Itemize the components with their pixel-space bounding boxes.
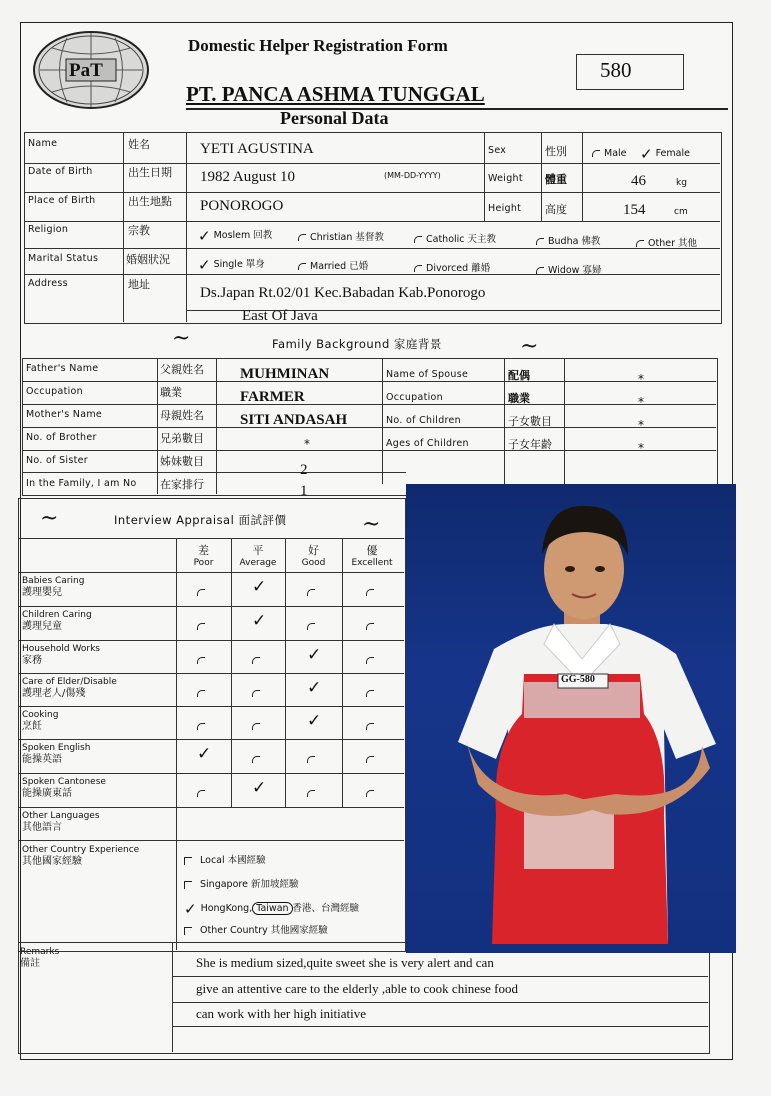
- weight-cn-label: 體重: [545, 173, 567, 186]
- height-unit: cm: [674, 207, 688, 217]
- photo-badge-text: GG-580: [561, 674, 595, 685]
- rating-mark-checked[interactable]: ✓: [307, 678, 322, 698]
- brother-cn-label: 兄弟數目: [160, 432, 204, 445]
- pob-label: Place of Birth: [28, 195, 96, 206]
- remarks-label: Remarks 備註: [20, 947, 60, 969]
- rating-mark-empty[interactable]: [307, 582, 319, 601]
- ages-value: *: [638, 441, 644, 455]
- dob-label: Date of Birth: [28, 166, 93, 177]
- children-value: *: [638, 418, 644, 432]
- sex-female-option[interactable]: ✓ Female: [640, 144, 690, 163]
- weight-unit: kg: [676, 178, 687, 188]
- rating-mark-empty[interactable]: [197, 783, 209, 802]
- sex-cn-label: 性別: [545, 145, 567, 158]
- name-cn-label: 姓名: [128, 138, 150, 151]
- religion-option-catholic[interactable]: Catholic 天主教: [414, 231, 496, 245]
- remarks-line-3: can work with her high initiative: [196, 1006, 367, 1021]
- religion-option-budha[interactable]: Budha 佛教: [536, 233, 600, 247]
- marital-option-divorced[interactable]: Divorced 離婚: [414, 260, 490, 274]
- rating-mark-empty[interactable]: [307, 749, 319, 768]
- religion-label: Religion: [28, 224, 69, 235]
- father-label: Father's Name: [26, 363, 99, 374]
- name-label: Name: [28, 138, 58, 149]
- rating-mark-empty[interactable]: [307, 783, 319, 802]
- experience-option-singapore[interactable]: Singapore 新加坡經驗: [184, 876, 298, 890]
- appraisal-row-label: Household Works 家務: [22, 644, 100, 666]
- remarks-line-2: give an attentive care to the elderly ,able to cook chinese food: [196, 981, 518, 996]
- rating-mark-empty[interactable]: [366, 749, 378, 768]
- experience-option-local[interactable]: Local 本國經驗: [184, 852, 266, 866]
- address-label: Address: [28, 278, 68, 289]
- height-cn-label: 高度: [545, 203, 567, 216]
- father-value: MUHMINAN: [240, 366, 330, 382]
- swirl-ornament-interview-left: ~: [40, 506, 59, 531]
- sister-value: 2: [300, 462, 308, 478]
- spouse-cn-label: 配偶: [508, 369, 530, 382]
- dob-cn-label: 出生日期: [128, 166, 172, 179]
- religion-option-christian[interactable]: Christian 基督教: [298, 229, 384, 243]
- address-line1: Ds.Japan Rt.02/01 Kec.Babadan Kab.Ponorogo: [200, 285, 486, 301]
- ages-label: Ages of Children: [386, 438, 469, 449]
- appraisal-row-label: Spoken Cantonese 能操廣東話: [22, 777, 106, 799]
- rating-mark-checked[interactable]: ✓: [252, 577, 267, 597]
- rating-mark-empty[interactable]: [197, 616, 209, 635]
- mother-value: SITI ANDASAH: [240, 412, 348, 428]
- family-no-value: 1: [300, 483, 308, 499]
- rating-mark-empty[interactable]: [252, 683, 264, 702]
- children-cn-label: 子女數目: [508, 415, 552, 428]
- family-no-cn-label: 在家排行: [160, 478, 204, 491]
- rating-mark-empty[interactable]: [197, 650, 209, 669]
- col-good-header: 好 Good: [301, 544, 326, 568]
- pob-cn-label: 出生地點: [128, 195, 172, 208]
- family-no-label: In the Family, I am No: [26, 478, 137, 489]
- col-average-header: 平 Average: [239, 544, 277, 568]
- spouse-label: Name of Spouse: [386, 369, 469, 380]
- section-title: Personal Data: [280, 108, 389, 128]
- sex-label: Sex: [488, 145, 507, 156]
- sister-cn-label: 姊妹數目: [160, 455, 204, 468]
- children-label: No. of Children: [386, 415, 461, 426]
- height-value: 154: [623, 202, 646, 218]
- taiwan-circled: Taiwan: [252, 902, 292, 915]
- rating-mark-empty[interactable]: [366, 650, 378, 669]
- weight-value: 46: [631, 173, 646, 189]
- marital-option-married[interactable]: Married 已婚: [298, 258, 368, 272]
- religion-cn-label: 宗教: [128, 224, 150, 237]
- religion-option-other[interactable]: Other 其他: [636, 235, 697, 249]
- sex-male-option[interactable]: Male: [592, 148, 627, 159]
- family-title: Family Background 家庭背景: [272, 337, 442, 351]
- interview-title: Interview Appraisal 面試評價: [114, 513, 287, 527]
- experience-label: Other Country Experience 其他國家經驗: [22, 845, 140, 867]
- occupation-cn-label: 職業: [160, 386, 182, 399]
- rating-mark-empty[interactable]: [252, 716, 264, 735]
- rating-mark-checked[interactable]: ✓: [307, 645, 322, 665]
- appraisal-row-label: Care of Elder/Disable 護理老人/傷殘: [22, 677, 117, 699]
- rating-mark-empty[interactable]: [197, 582, 209, 601]
- father-cn-label: 父親姓名: [160, 363, 204, 376]
- form-number: 580: [600, 58, 632, 82]
- brother-label: No. of Brother: [26, 432, 97, 443]
- sister-label: No. of Sister: [26, 455, 88, 466]
- occupation-value: FARMER: [240, 389, 305, 405]
- weight-label: Weight: [488, 173, 523, 184]
- rating-mark-empty[interactable]: [197, 716, 209, 735]
- spouse-occupation-cn-label: 職業: [508, 392, 530, 405]
- spouse-occupation-label: Occupation: [386, 392, 443, 403]
- rating-mark-empty[interactable]: [197, 683, 209, 702]
- spouse-value: *: [638, 372, 644, 386]
- religion-option-moslem[interactable]: ✓ Moslem 回教: [198, 226, 273, 245]
- appraisal-row-label: Children Caring 護理兒童: [22, 610, 92, 632]
- dob-value: 1982 August 10: [200, 169, 296, 185]
- pob-value: PONOROGO: [200, 198, 284, 214]
- company-name: PT. PANCA ASHMA TUNGGAL: [186, 82, 485, 106]
- appraisal-row-label: Babies Caring 護理嬰兒: [22, 576, 85, 598]
- brother-value: *: [304, 437, 310, 451]
- rating-mark-checked[interactable]: ✓: [307, 711, 322, 731]
- appraisal-row-label: Spoken English 能操英語: [22, 743, 91, 765]
- col-excellent-header: 優 Excellent: [351, 544, 393, 568]
- rating-mark-checked[interactable]: ✓: [197, 744, 212, 764]
- rating-mark-empty[interactable]: [366, 582, 378, 601]
- logo-text: PaT: [69, 60, 103, 81]
- rating-mark-empty[interactable]: [366, 616, 378, 635]
- col-poor-header: 差 Poor: [193, 544, 214, 568]
- dob-format: (MM-DD-YYYY): [384, 171, 441, 180]
- address-line2: East Of Java: [242, 308, 318, 324]
- marital-option-single[interactable]: ✓ Single 單身: [198, 255, 265, 274]
- occupation-label: Occupation: [26, 386, 83, 397]
- rating-mark-empty[interactable]: [366, 716, 378, 735]
- rating-mark-checked[interactable]: ✓: [252, 611, 267, 631]
- ages-cn-label: 子女年齡: [508, 438, 552, 451]
- spouse-occupation-value: *: [638, 395, 644, 409]
- experience-option-other[interactable]: Other Country 其他國家經驗: [184, 922, 328, 936]
- swirl-ornament-left: ~: [172, 326, 191, 351]
- company-logo: [32, 30, 150, 110]
- applicant-photo: [406, 484, 736, 953]
- swirl-ornament-right: ~: [520, 334, 539, 359]
- experience-option-hongkong-taiwan[interactable]: ✓ HongKong, Taiwan 香港、台灣經驗: [184, 899, 360, 918]
- marital-cn-label: 婚姻狀況: [126, 253, 170, 266]
- height-label: Height: [488, 203, 522, 214]
- form-title: Domestic Helper Registration Form: [188, 36, 448, 55]
- appraisal-row-label: Cooking 烹飪: [22, 710, 59, 732]
- rating-mark-empty[interactable]: [366, 683, 378, 702]
- name-value: YETI AGUSTINA: [200, 141, 314, 157]
- mother-label: Mother's Name: [26, 409, 103, 420]
- other-languages-label: Other Languages 其他語言: [22, 811, 100, 833]
- marital-option-widow[interactable]: Widow 寡婦: [536, 262, 601, 276]
- rating-mark-checked[interactable]: ✓: [252, 778, 267, 798]
- marital-label: Marital Status: [28, 253, 99, 264]
- rating-mark-empty[interactable]: [366, 783, 378, 802]
- rating-mark-empty[interactable]: [307, 616, 319, 635]
- swirl-ornament-interview-right: ~: [362, 512, 381, 537]
- remarks-line-1: She is medium sized,quite sweet she is very alert and can: [196, 955, 494, 970]
- rating-mark-empty[interactable]: [252, 650, 264, 669]
- mother-cn-label: 母親姓名: [160, 409, 204, 422]
- rating-mark-empty[interactable]: [252, 749, 264, 768]
- address-cn-label: 地址: [128, 278, 150, 291]
